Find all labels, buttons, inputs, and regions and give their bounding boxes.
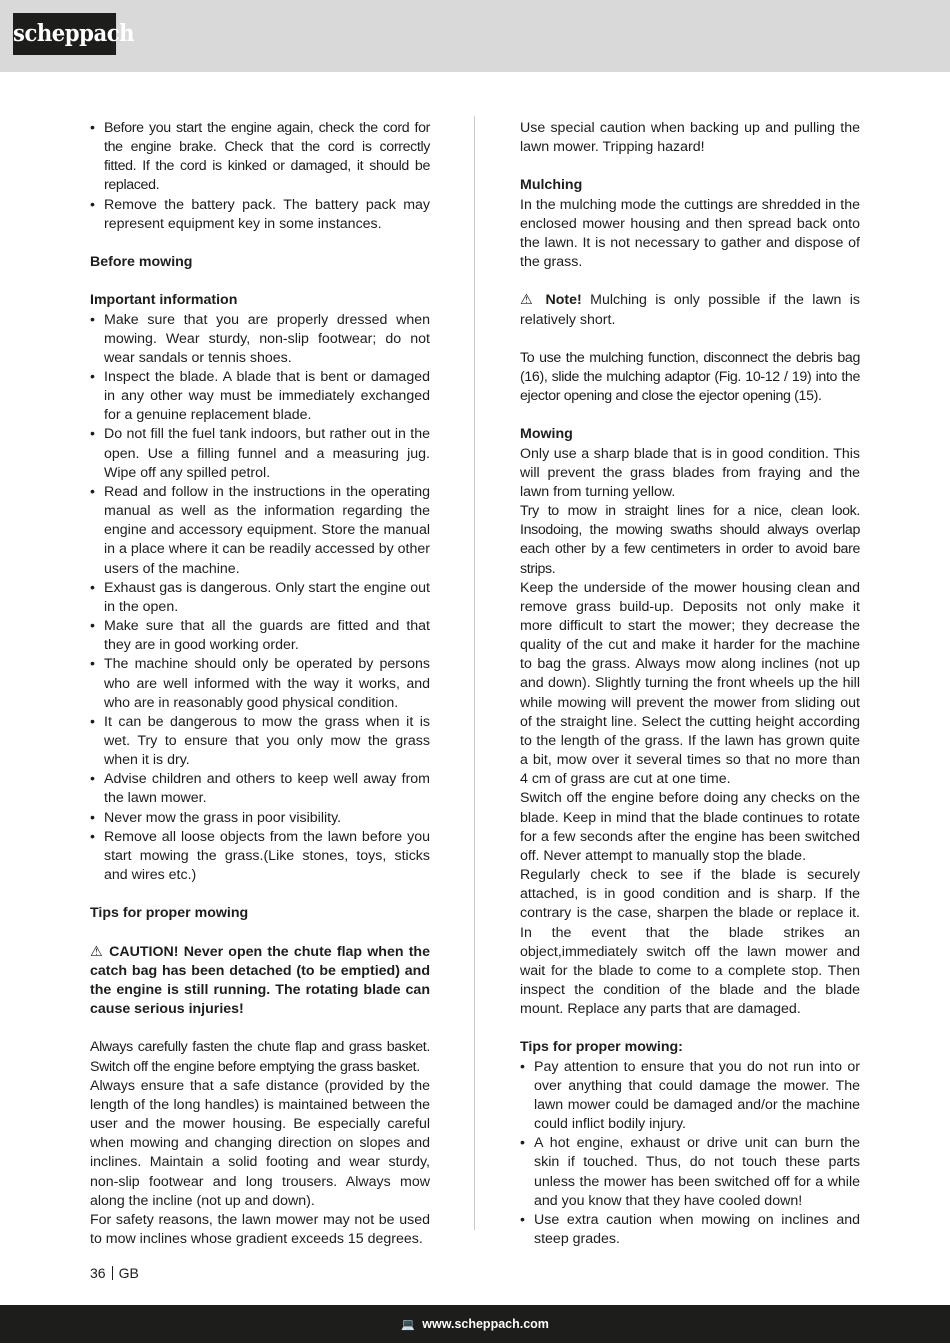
caution-text: CAUTION! Never open the chute flap when the catch bag has been detached (to be emptied) and the engine is still running. The rotating blade can cause serious injuries! (90, 943, 430, 1018)
note-text: Mulching is only possible if the lawn is relatively short. (520, 292, 860, 328)
distance-paragraph: Always ensure that a safe distance (provided by the length of the long handles) is maintained between the user and the mower housing. Be especially careful when mowing and changing direction on slopes and inclines. Maintain a solid footing and wear sturdy, non-slip footwear and long trousers. Always mow along the incline (not up and down). (90, 1077, 430, 1209)
page-header (0, 0, 950, 72)
mowing-paragraph: Only use a sharp blade that is in good condition. This will prevent the grass blades from fraying and the lawn from turning yellow. (520, 445, 860, 500)
list-item: • Advise children and others to keep well away from the lawn mower. (90, 770, 430, 808)
safety-paragraph: For safety reasons, the lawn mower may not be used to mow inclines whose gradient exceeds 15 degrees. (90, 1211, 430, 1247)
before-mowing-heading: Before mowing (90, 254, 193, 271)
mowing-paragraph: Try to mow in straight lines for a nice, clean look. Insodoing, the mowing swaths should always overlap each other by a few centimeters in order to avoid bare strips. (520, 503, 860, 577)
page-number-separator (112, 1266, 113, 1280)
tips-list (520, 1058, 860, 1250)
list-item: • The machine should only be operated by persons who are well informed with the way it works, and who are in reasonably good physical condition. (90, 655, 430, 712)
list-item: • Inspect the blade. A blade that is bent or damaged in any other way must be immediately exchanged for a genuine replacement blade. (90, 368, 430, 425)
scheppach-logo: scheppach (13, 13, 116, 55)
list-item: • Remove the battery pack. The battery pack may represent equipment key in some instances. (90, 196, 430, 234)
mowing-paragraph: Switch off the engine before doing any checks on the blade. Keep in mind that the blade continues to rotate for a few seconds after the engine has been switched off. Never attempt to manually stop the blade. (520, 790, 860, 864)
page-language: GB (118, 1265, 139, 1281)
list-item: • Make sure that you are properly dressed when mowing. Wear sturdy, non-slip footwear; do not wear sandals or tennis shoes. (90, 311, 430, 368)
list-item: • It can be dangerous to mow the grass when it is wet. Try to ensure that you only mow the grass when it is dry. (90, 713, 430, 770)
list-item: • Exhaust gas is dangerous. Only start the engine out in the open. (90, 579, 430, 617)
mowing-paragraph: Regularly check to see if the blade is securely attached, is in good condition and is sharp. If the contrary is the case, sharpen the blade or replace it. In the event that the blade strikes an object,immediately switch off the lawn mower and wait for the blade to come to a complete stop. Then inspect the condition of the blade and the blade mount. Replace any parts that are damaged. (520, 867, 860, 1018)
caution-notice (90, 943, 430, 1020)
mulching-heading: Mulching (520, 177, 583, 194)
mowing-paragraph: Keep the underside of the mower housing clean and remove grass build-up. Deposits not only make it more difficult to start the mower; they decrease the quality of the cut and make it harder for the machine to bag the grass. Always mow along inclines (not up and down). Slightly turning the front wheels up the hill while mowing will prevent the mower from sliding out of the straight line. Select the cutting height according to the length of the grass. If the lawn has grown quite a bit, mow over it several times so that no more than 4 cm of grass are cut at one time. (520, 579, 860, 788)
list-item: • Never mow the grass in poor visibility. (90, 809, 430, 828)
list-item: • Make sure that all the guards are fitted and that they are in good working order. (90, 617, 430, 655)
warning-icon: ⚠ (90, 943, 104, 960)
page-number (90, 1264, 139, 1282)
mulching-function-paragraph: To use the mulching function, disconnect the debris bag (16), slide the mulching adaptor (Fig. 10-12 / 19) into the ejector opening and close the ejector opening (15). (520, 349, 860, 405)
mowing-heading: Mowing (520, 426, 573, 443)
list-item: • Before you start the engine again, check the cord for the engine brake. Check that the cord is correctly fitted. If the cord is kinked or damaged, it should be replaced. (90, 119, 430, 196)
intro-list (90, 119, 430, 234)
list-item: • A hot engine, exhaust or drive unit can burn the skin if touched. Thus, do not touch these parts unless the mower has been switched off for a while and you know that they have cooled down! (520, 1134, 860, 1211)
page-number-value: 36 (90, 1265, 106, 1281)
chute-paragraph: Always carefully fasten the chute flap and grass basket. Switch off the engine before emptying the grass basket. (90, 1039, 430, 1075)
column-divider (474, 116, 475, 1230)
warning-icon: ⚠ (520, 292, 538, 309)
list-item: • Pay attention to ensure that you do not run into or over anything that could damage the mower. The lawn mower could be damaged and/or the machine could inflict bodily injury. (520, 1058, 860, 1135)
note-label: Note! (545, 292, 582, 309)
tips-heading: Tips for proper mowing: (520, 1039, 683, 1056)
mulching-paragraph: In the mulching mode the cuttings are shredded in the enclosed mower housing and then spread back onto the lawn. It is not necessary to gather and dispose of the grass. (520, 196, 860, 271)
list-item: • Use extra caution when mowing on inclines and steep grades. (520, 1211, 860, 1249)
right-column (520, 119, 860, 1249)
list-item: • Do not fill the fuel tank indoors, but rather out in the open. Use a filling funnel and a measuring jug. Wipe off any spilled petrol. (90, 425, 430, 482)
page-footer (0, 1305, 950, 1343)
note-paragraph (520, 291, 860, 329)
computer-icon: 💻 (401, 1319, 415, 1331)
list-item: • Read and follow in the instructions in the operating manual as well as the information regarding the engine and accessory equipment. Store the manual in a place where it can be readily accessed by other users of the machine. (90, 483, 430, 579)
tips-heading: Tips for proper mowing (90, 905, 249, 922)
left-column (90, 119, 430, 1249)
list-item: • Remove all loose objects from the lawn before you start mowing the grass.(Like stones, toys, sticks and wires etc.) (90, 828, 430, 885)
backing-paragraph: Use special caution when backing up and pulling the lawn mower. Tripping hazard! (520, 120, 860, 156)
important-information-list (90, 311, 430, 886)
important-information-heading: Important information (90, 292, 238, 309)
website-link[interactable]: www.scheppach.com (422, 1317, 549, 1331)
